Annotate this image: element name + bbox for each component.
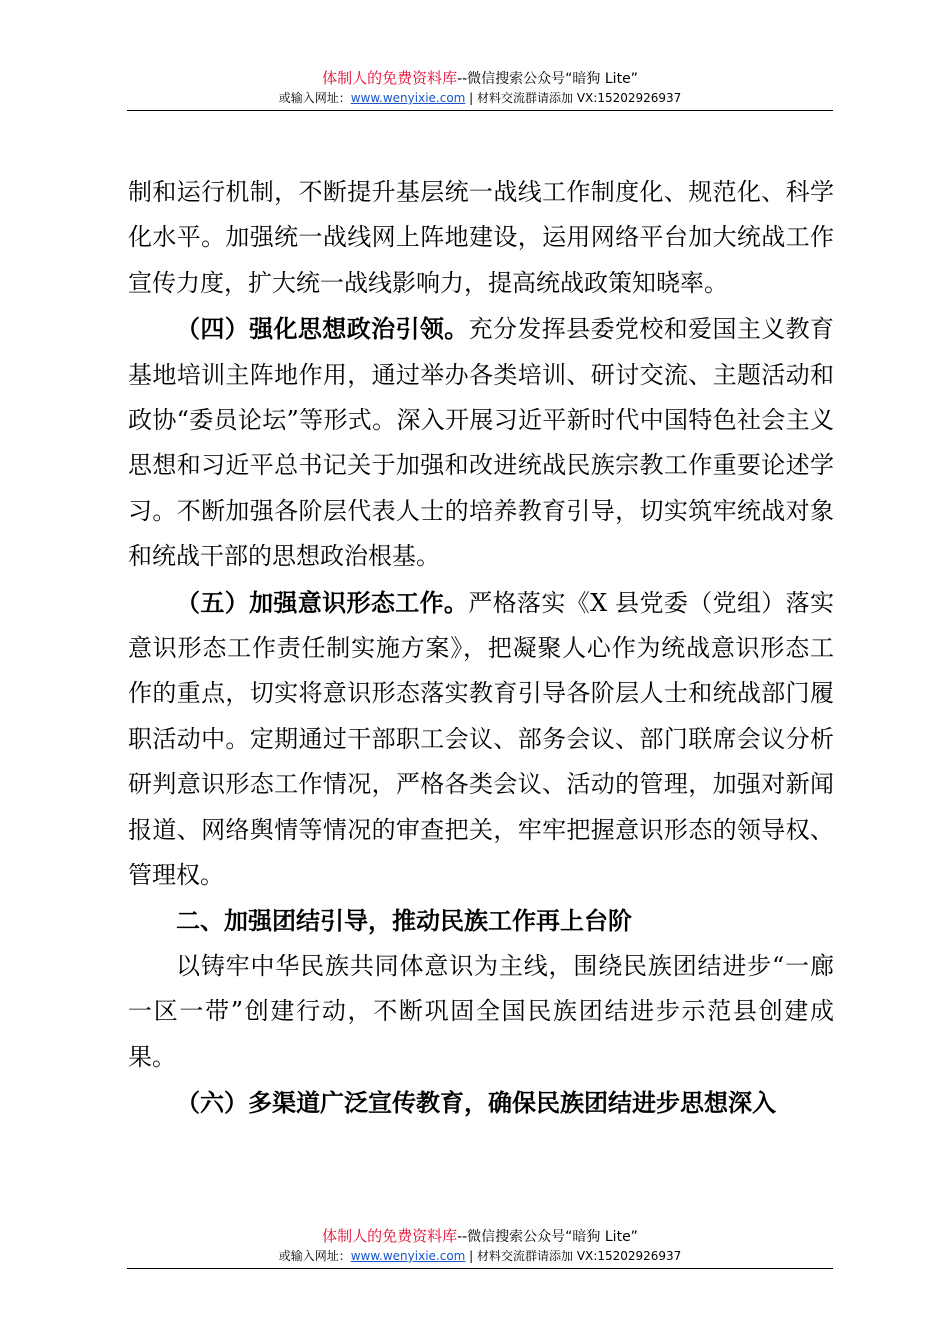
header-contact: | 材料交流群请添加 VX:15202926937 (465, 91, 682, 105)
page-header (127, 68, 833, 111)
paragraph-2-heading: （四）强化思想政治引领。 (176, 314, 469, 344)
document-body (128, 170, 834, 1126)
header-brand: 体制人的免费资料库 (322, 69, 458, 87)
footer-brand: 体制人的免费资料库 (322, 1227, 458, 1245)
footer-rule (127, 1268, 833, 1269)
header-url-prefix: 或输入网址： (278, 91, 351, 105)
paragraph-5-heading: （六）多渠道广泛宣传教育，确保民族团结进步思想深入 (176, 1088, 776, 1118)
footer-line-2 (127, 1247, 833, 1265)
footer-url-link[interactable]: www.wenyixie.com (350, 1249, 466, 1263)
paragraph-3 (128, 580, 834, 899)
paragraph-1: 制和运行机制，不断提升基层统一战线工作制度化、规范化、科学化水平。加强统一战线网上阵地建设，运用网络平台加大统战工作宣传力度，扩大统一战线影响力，提高统战政策知晓率。 (128, 178, 834, 297)
paragraph-4: 以铸牢中华民族共同体意识为主线，围绕民族团结进步“一廊一区一带”创建行动，不断巩固全国民族团结进步示范县创建成果。 (128, 951, 834, 1071)
page-footer (127, 1226, 833, 1269)
header-line-2 (127, 89, 833, 107)
footer-contact: | 材料交流群请添加 VX:15202926937 (465, 1249, 682, 1263)
header-line-1 (127, 68, 833, 89)
paragraph-3-heading: （五）加强意识形态工作。 (176, 587, 469, 617)
header-tagline: --微信搜索公众号“暗狗 Lite” (457, 71, 638, 87)
footer-tagline: --微信搜索公众号“暗狗 Lite” (457, 1229, 638, 1245)
paragraph-2-text: 充分发挥县委党校和爱国主义教育基地培训主阵地作用，通过举办各类培训、研讨交流、主题活动和政协“委员论坛”等形式。深入开展习近平新时代中国特色社会主义思想和习近平总书记关于加强和改进统战民族宗教工作重要论述学习。不断加强各阶层代表人士的培养教育引导，切实筑牢统战对象和统战干部的思想政治根基。 (128, 315, 835, 571)
header-url-link[interactable]: www.wenyixie.com (350, 91, 466, 105)
paragraph-3-text: 严格落实《X 县党委（党组）落实意识形态工作责任制实施方案》，把凝聚人心作为统战意识形态工作的重点，切实将意识形态落实教育引导各阶层人士和统战部门履职活动中。定期通过干部职工会议、部务会议、部门联席会议分析研判意识形态工作情况，严格各类会议、活动的管理，加强对新闻报道、网络舆情等情况的审查把关，牢牢把握意识形态的领导权、管理权。 (128, 588, 835, 890)
footer-url-prefix: 或输入网址： (278, 1249, 351, 1263)
header-rule (127, 110, 833, 111)
section-title: 二、加强团结引导，推动民族工作再上台阶 (176, 906, 632, 935)
footer-line-1 (127, 1226, 833, 1247)
paragraph-2 (128, 306, 834, 579)
